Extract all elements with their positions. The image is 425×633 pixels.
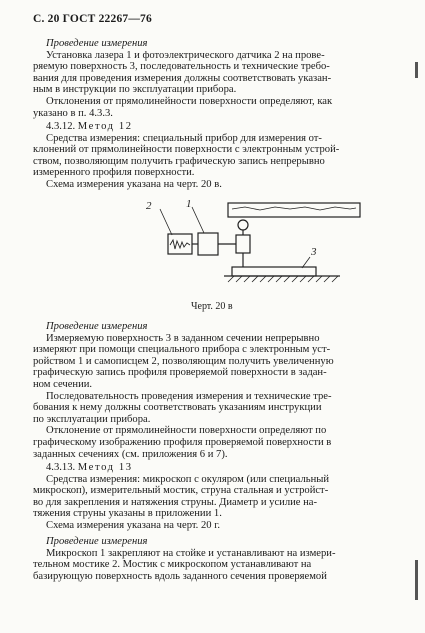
text-line: Схема измерения указана на черт. 20 в. (46, 178, 222, 190)
text-line: Средства измерения: микроскоп с окуляром (или специальный (46, 473, 330, 485)
text-line: Отклонение от прямолинейности поверхности определяют по (46, 425, 327, 437)
text-line: ном сечении. (33, 378, 93, 390)
section-b-heading: Проведение измерения (46, 321, 148, 332)
text-line: Установка лазера 1 и фотоэлектрического датчика 2 на прове- (46, 49, 325, 61)
text-line: Средства измерения: специальный прибор для измерения от- (46, 132, 322, 144)
leader-line-3 (302, 257, 310, 268)
text-line: измеряют при помощи специального прибора с электронным уст- (33, 344, 331, 356)
leader-line-2 (160, 209, 172, 235)
method-13-number: 4.3.13. (46, 462, 76, 473)
section-a (33, 38, 405, 119)
recorder-trace (170, 240, 190, 249)
diagram-label-3: 3 (311, 246, 317, 258)
scan-edge-mark (415, 62, 418, 78)
section-b (33, 321, 405, 460)
method-12-number: 4.3.12. (46, 121, 76, 132)
section-a-heading: Проведение измерения (46, 38, 148, 49)
text-line: Схема измерения указана на черт. 20 г. (46, 519, 221, 531)
base-hatching (228, 276, 338, 282)
text-line: заданных сечениях (см. приложения 6 и 7). (33, 448, 228, 460)
text-line: тельном мостике 2. Мостик с микроскопом устанавливают на (33, 559, 312, 571)
text-line: Последовательность проведения измерения и технические тре- (46, 390, 332, 402)
guide-rail (228, 203, 360, 217)
measurement-diagram (140, 197, 370, 297)
sensor-body (236, 235, 250, 253)
leader-line-1 (192, 207, 204, 233)
text-line: ройством 1 и самописцем 2, позволяющим получить увеличенную (33, 355, 334, 367)
electronic-device-box (198, 233, 218, 255)
method-12-title: Метод 12 (77, 121, 133, 132)
text-line: тяжения струны указаны в приложении 1. (33, 508, 222, 520)
sensor-roller (238, 220, 248, 230)
section-c-heading: Проведение измерения (46, 536, 148, 547)
text-line: бования к нему должны соответствовать указаниям инструкции (33, 402, 322, 414)
text-line: Отклонения от прямолинейности поверхности определяют, как (46, 95, 333, 107)
method-13 (33, 462, 405, 532)
method-12-title-line (33, 121, 405, 133)
text-line: вания для проведения измерения должны соответствовать указан- (33, 72, 332, 84)
text-line: указано в п. 4.3.3. (33, 107, 113, 119)
text-line: клонений от прямолинейности поверхности с электронным устрой- (33, 144, 340, 156)
scan-edge-mark (415, 560, 418, 600)
diagram-label-2: 2 (146, 200, 152, 212)
text-line: ряемую поверхность 3, последовательность и технические требо- (33, 61, 330, 73)
text-line: ным в инструкции по эксплуатации прибора. (33, 84, 237, 96)
figure-caption: Черт. 20 в (191, 301, 233, 312)
page-header: С. 20 ГОСТ 22267—76 (33, 13, 152, 25)
method-12 (33, 121, 405, 191)
text-line: базирующую поверхность вдоль заданного сечения проверяемой (33, 570, 327, 582)
method-13-title-line (33, 462, 405, 474)
text-line: Измеряемую поверхность 3 в заданном сечении непрерывно (46, 332, 320, 344)
text-line: во для закрепления и натяжения струны. Диаметр и усилие на- (33, 496, 318, 508)
text-line: микроскоп), измерительный мостик, струна стальная и устройст- (33, 485, 329, 497)
measured-surface (232, 267, 316, 276)
text-line: измеренного профиля поверхности. (33, 167, 195, 179)
text-line: ством, позволяющим получить графическую запись непрерывно (33, 155, 325, 167)
rail-profile (232, 207, 356, 210)
text-line: графическому изображению профиля проверяемой поверхности в (33, 436, 332, 448)
text-line: графическую запись профиля проверяемой поверхности в задан- (33, 367, 327, 379)
text-line: Микроскоп 1 закрепляют на стойке и устанавливают на измери- (46, 547, 336, 559)
diagram-label-1: 1 (186, 198, 192, 210)
method-13-title: Метод 13 (77, 462, 133, 473)
section-c (33, 536, 405, 582)
text-line: по эксплуатации прибора. (33, 413, 151, 425)
